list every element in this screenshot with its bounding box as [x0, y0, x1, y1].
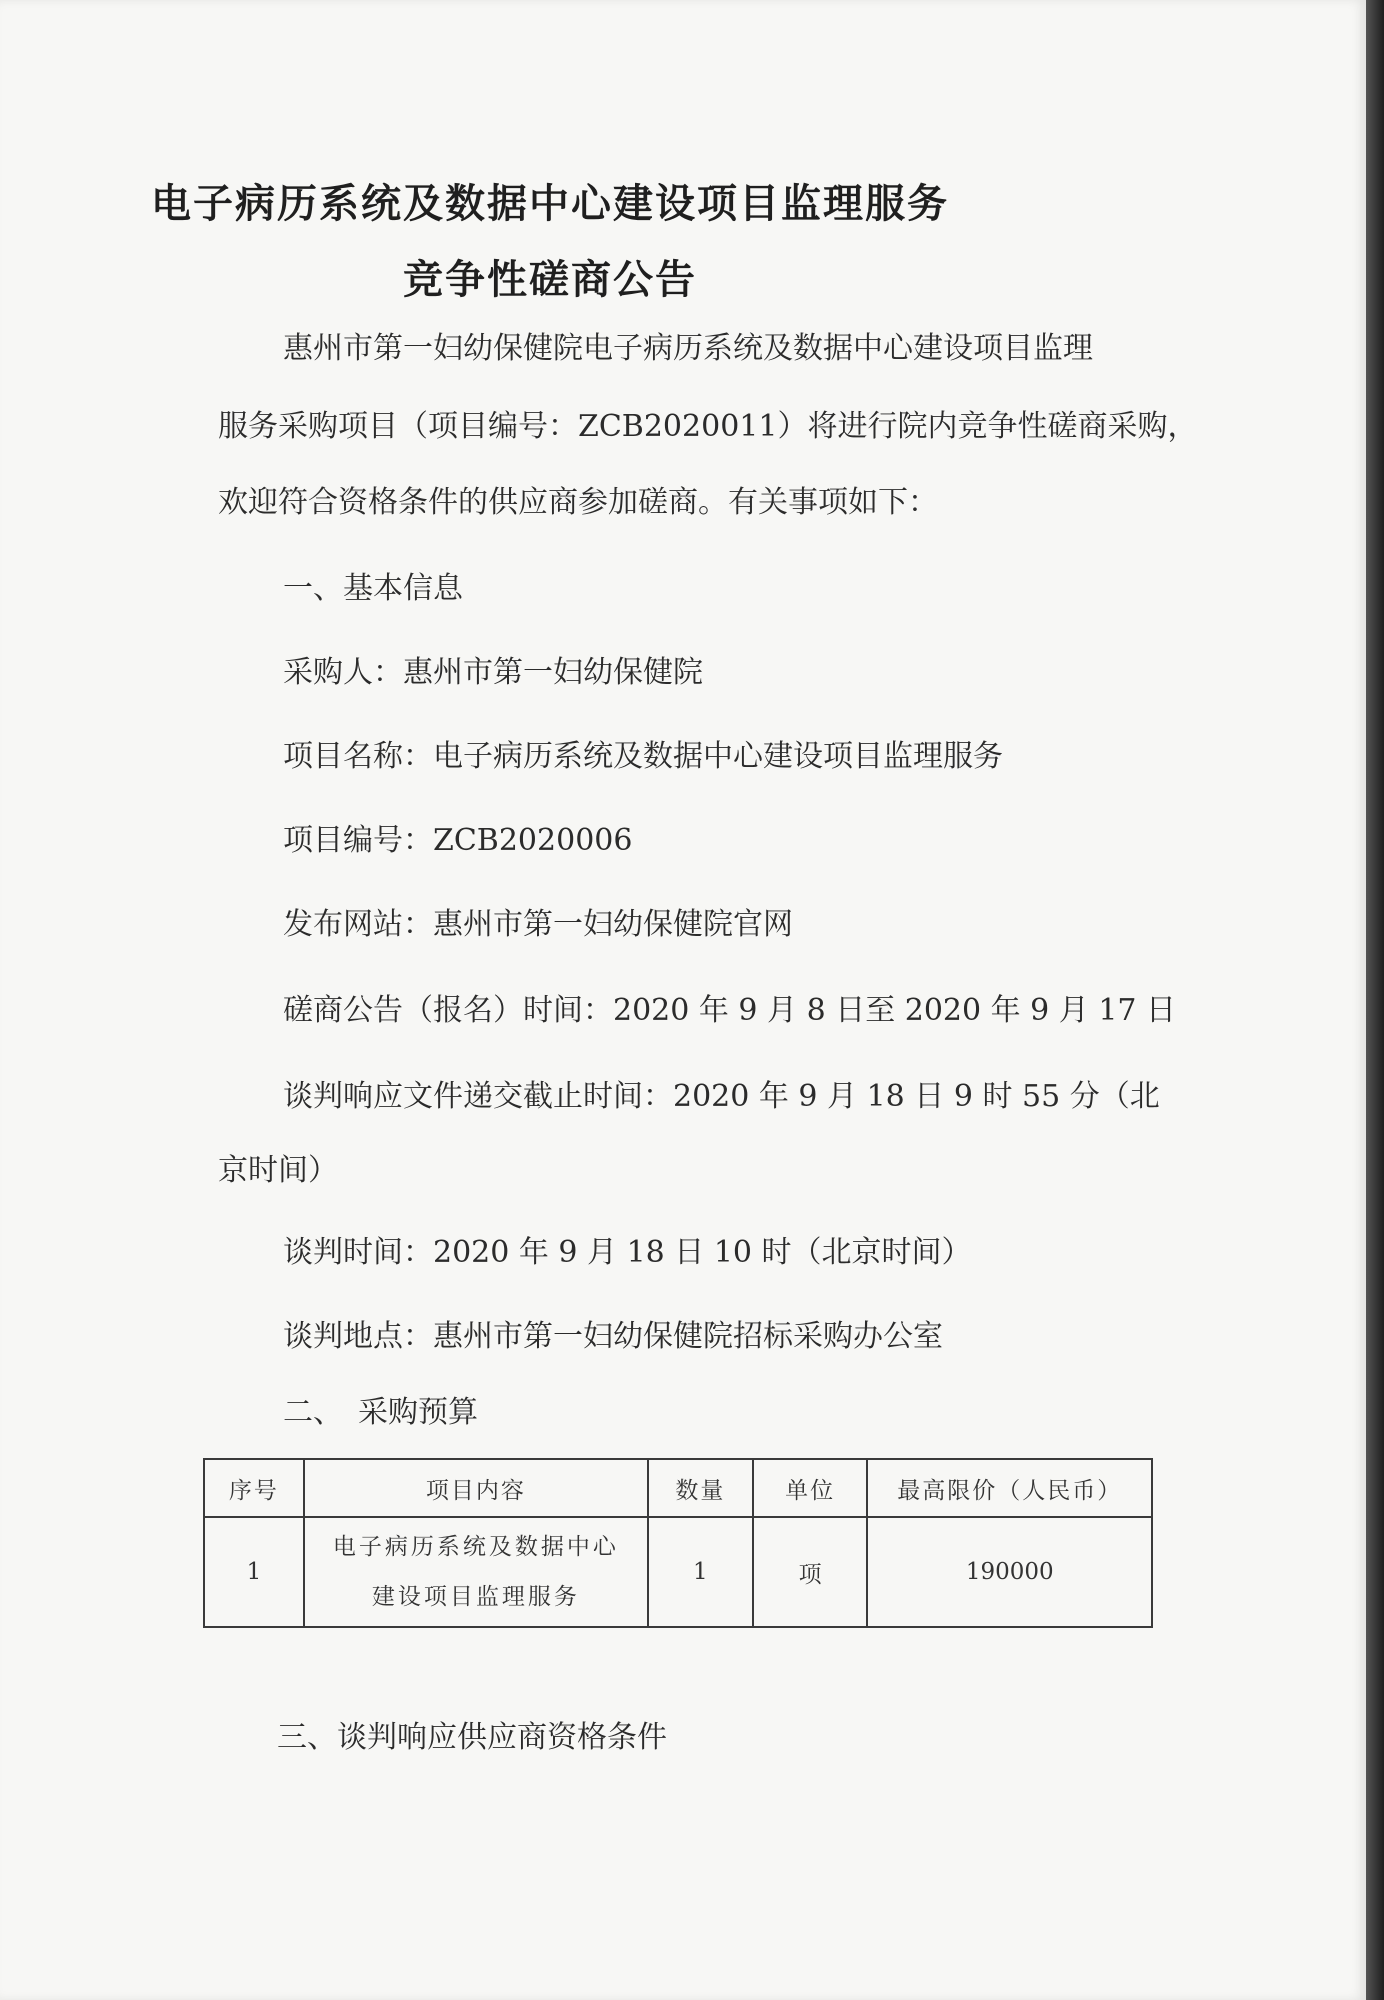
- negotiation-place-line: 谈判地点：惠州市第一妇幼保健院招标采购办公室: [283, 1319, 943, 1354]
- deadline-line-2: 京时间）: [218, 1153, 338, 1188]
- title-line-2: 竞争性磋商公告: [403, 256, 697, 303]
- cell-content-line-2: 建设项目监理服务: [371, 1584, 580, 1610]
- header-content: 项目内容: [304, 1459, 648, 1517]
- cell-max-price: 190000: [867, 1517, 1152, 1627]
- project-name-line: 项目名称：电子病历系统及数据中心建设项目监理服务: [283, 739, 1003, 774]
- title-line-1: 电子病历系统及数据中心建设项目监理服务: [151, 180, 949, 227]
- intro-line-1: 惠州市第一妇幼保健院电子病历系统及数据中心建设项目监理: [283, 331, 1093, 366]
- section-heading-budget: 二、 采购预算: [283, 1395, 478, 1430]
- notice-period-line: 磋商公告（报名）时间：2020 年 9 月 8 日至 2020 年 9 月 17 日: [283, 993, 1177, 1028]
- header-index: 序号: [204, 1459, 304, 1517]
- section-heading-qualifications: 三、谈判响应供应商资格条件: [277, 1720, 667, 1755]
- intro-line-3: 欢迎符合资格条件的供应商参加磋商。有关事项如下：: [218, 485, 938, 520]
- website-line: 发布网站：惠州市第一妇幼保健院官网: [283, 907, 793, 942]
- purchaser-line: 采购人：惠州市第一妇幼保健院: [283, 655, 703, 690]
- intro-line-2: 服务采购项目（项目编号：ZCB2020011）将进行院内竞争性磋商采购，: [218, 409, 1198, 444]
- deadline-line-1: 谈判响应文件递交截止时间：2020 年 9 月 18 日 9 时 55 分（北: [283, 1079, 1160, 1114]
- cell-content: [304, 1517, 648, 1627]
- budget-table: [203, 1458, 1153, 1628]
- cell-quantity: 1: [648, 1517, 753, 1627]
- scan-edge: [1366, 0, 1384, 2000]
- cell-content-line-1: 电子病历系统及数据中心: [332, 1534, 619, 1560]
- header-quantity: 数量: [648, 1459, 753, 1517]
- table-header-row: [204, 1459, 1152, 1517]
- project-code-line: 项目编号：ZCB2020006: [283, 823, 633, 858]
- header-unit: 单位: [753, 1459, 868, 1517]
- cell-unit: 项: [753, 1517, 868, 1627]
- header-max-price: 最高限价（人民币）: [867, 1459, 1152, 1517]
- table-row: [204, 1517, 1152, 1627]
- cell-index: 1: [204, 1517, 304, 1627]
- negotiation-time-line: 谈判时间：2020 年 9 月 18 日 10 时（北京时间）: [283, 1235, 972, 1270]
- section-heading-basic-info: 一、基本信息: [283, 571, 463, 606]
